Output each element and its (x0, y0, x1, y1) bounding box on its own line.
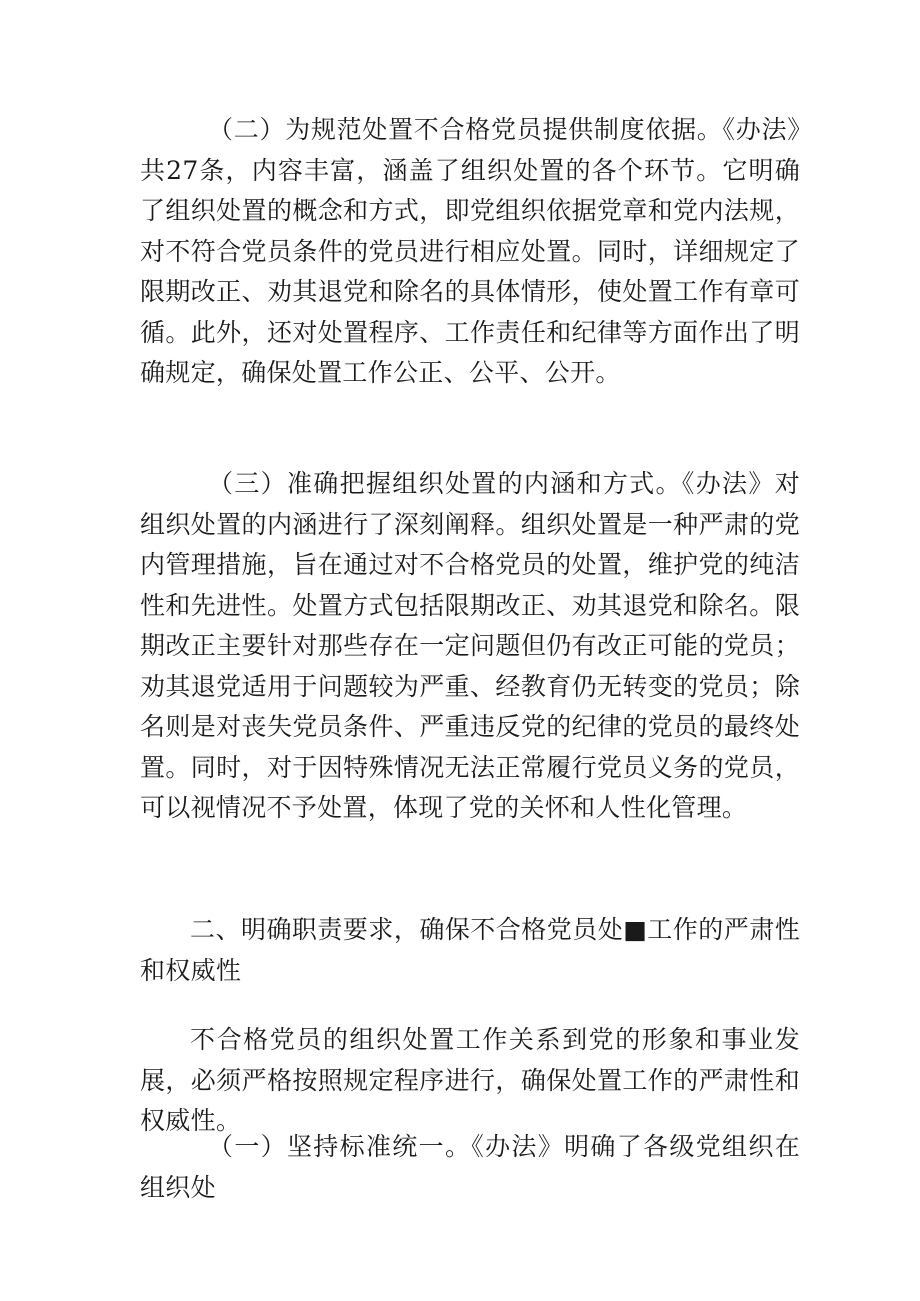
paragraph-section-3: （三）准确把握组织处置的内涵和方式。《办法》对组织处置的内涵进行了深刻阐释。组织处置是一种严肃的党内管理措施，旨在通过对不合格党员的处置，维护党的纯洁性和先进性。处置方式包括限期改正、劝其退党和除名。限期改正主要针对那些存在一定问题但仍有改正可能的党员；劝其退党适用于问题较为严重、经教育仍无转变的党员；除名则是对丧失党员条件、严重违反党的纪律的党员的最终处置。同时，对于因特殊情况无法正常履行党员义务的党员，可以视情况不予处置，体现了党的关怀和人性化管理。 (140, 469, 800, 822)
paragraph-subsection-1: （一）坚持标准统一。《办法》明确了各级党组织在组织处 (140, 1132, 800, 1202)
paragraph-part-2-intro: 不合格党员的组织处置工作关系到党的形象和事业发展，必须严格按照规定程序进行，确保处置工作的严肃性和权威性。 (140, 1025, 800, 1135)
paragraph-section-2: （二）为规范处置不合格党员提供制度依据。《办法》共27条，内容丰富，涵盖了组织处置的各个环节。它明确了组织处置的概念和方式，即党组织依据党章和党内法规，对不符合党员条件的党员进行相应处置。同时，详细规定了限期改正、劝其退党和除名的具体情形，使处置工作有章可循。此外，还对处置程序、工作责任和纪律等方面作出了明确规定，确保处置工作公正、公平、公开。 (140, 115, 800, 387)
heading-part-2: 二、明确职责要求，确保不合格党员处■工作的严肃性和权威性 (140, 915, 800, 985)
